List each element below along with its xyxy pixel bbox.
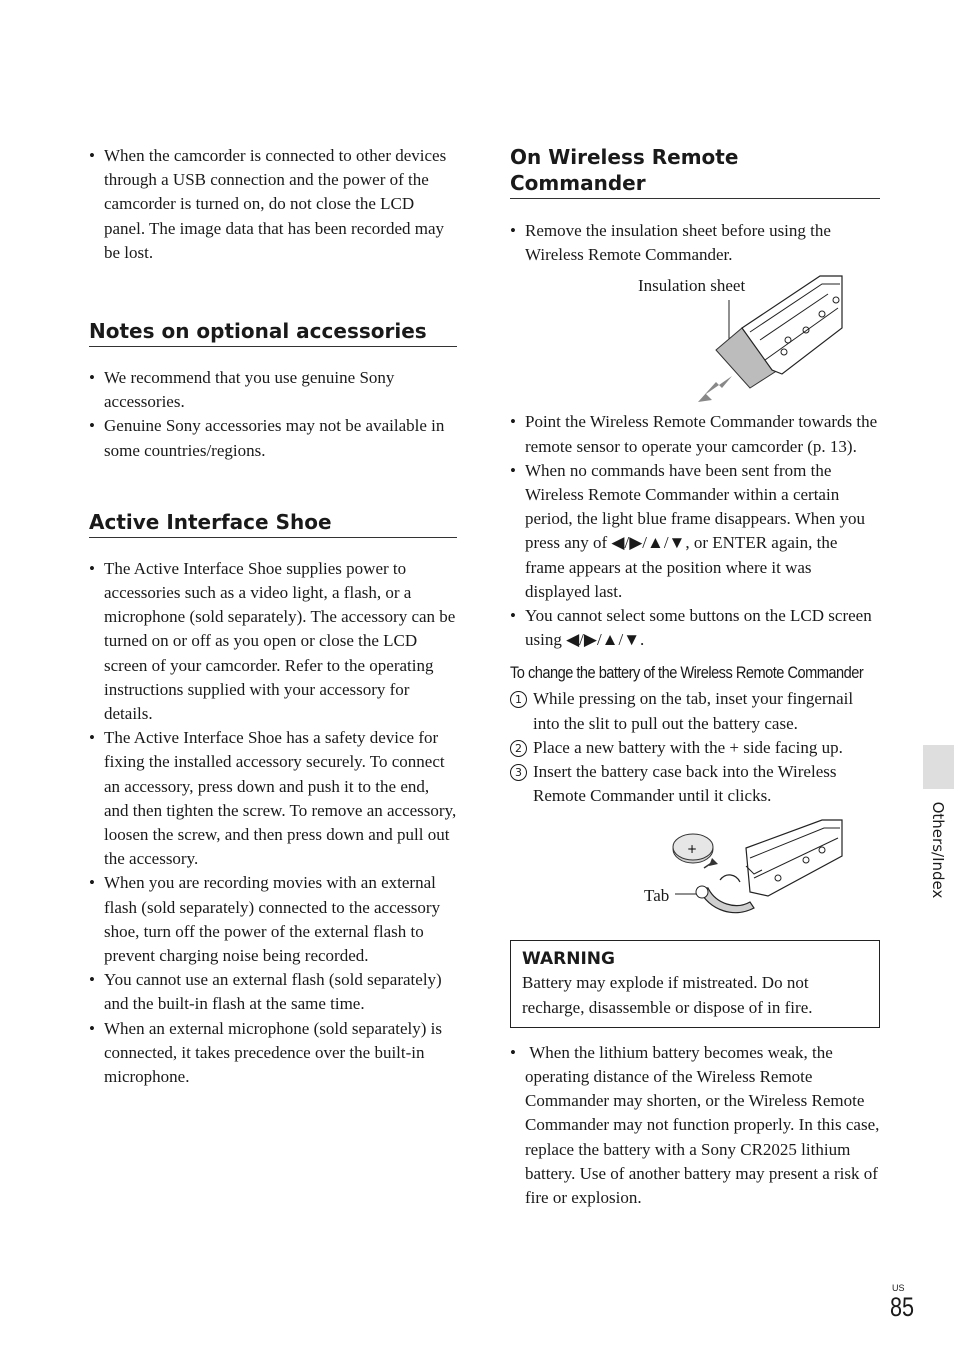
battery-change-subheading: To change the battery of the Wireless Remote Commander [510,663,864,683]
side-tab-marker [923,745,954,789]
section-heading-wireless-remote: On Wireless Remote Commander [510,144,880,199]
warning-title: WARNING [522,949,615,970]
list-item: • We recommend that you use genuine Sony accessories. [89,366,457,414]
page-region-code: US [892,1283,905,1293]
section-heading-active-interface-shoe: Active Interface Shoe [89,509,457,538]
page-number: 85 [890,1292,915,1322]
list-item: • When the lithium battery becomes weak, the operating distance of the Wireless Remote Commander may shorten, or the Wireless Remote Commander may not function properly. In this case, replace the battery with a Sony CR2025 lithium battery. Use of another battery may present a risk of fire or explosion. [510,1041,880,1210]
step-item [510,687,880,735]
intro-list [89,144,457,265]
battery-plus-mark: + [687,842,698,857]
list-item: • When an external microphone (sold separately) is connected, it takes precedence over the built-in microphone. [89,1017,457,1090]
step-text: While pressing on the tab, inset your fingernail into the slit to pull out the battery case. [533,689,854,733]
list-item: • You cannot use an external flash (sold separately) and the built-in flash at the same time. [89,968,457,1016]
side-tab-label: Others/Index [929,801,947,899]
list-item: • Genuine Sony accessories may not be available in some countries/regions. [89,414,457,462]
step-text: Place a new battery with the + side facing up. [533,737,843,757]
warning-body: Battery may explode if mistreated. Do not recharge, disassemble or dispose of in fire. [522,973,813,1017]
remote-with-sheet-illustration [510,270,880,416]
step-number: 1 [510,691,527,708]
step-text: Insert the battery case back into the Wireless Remote Commander until it clicks. [533,762,837,806]
list-item: • Point the Wireless Remote Commander towards the remote sensor to operate your camcorder (p. 13). [510,410,880,458]
section-heading-optional-accessories: Notes on optional accessories [89,318,457,347]
remote-battery-illustration [510,816,880,948]
warning-box [510,940,880,1027]
optional-accessories-list [89,366,457,463]
list-item: • The Active Interface Shoe supplies power to accessories such as a video light, a flash, or a microphone (sold separately). The accessory can be turned on or off as you open or close the LCD screen of your camcorder. Refer to the operating instructions supplied with your accessory for details. [89,557,457,726]
battery-steps [510,687,880,808]
step-item [510,736,880,760]
step-number: 2 [510,740,527,757]
insulation-sheet-label: Insulation sheet [638,276,746,296]
list-item: • When the camcorder is connected to other devices through a USB connection and the power of the camcorder is turned on, do not close the LCD panel. The image data that has been recorded may be lost. [89,144,457,265]
list-item: • Remove the insulation sheet before using the Wireless Remote Commander. [510,219,880,267]
battery-tab-figure [510,816,880,948]
remote-list-a [510,219,880,267]
remote-list-b [510,410,880,652]
list-item: • When no commands have been sent from the Wireless Remote Commander within a certain period, the light blue frame disappears. When you press any of ◀/▶/▲/▼, or ENTER again, the frame appears at the position where it was displayed last. [510,459,880,604]
active-interface-shoe-list [89,557,457,1089]
step-item [510,760,880,808]
insulation-sheet-figure [510,270,880,416]
right-column [510,144,884,1210]
remote-list-c [510,1041,884,1210]
list-item: • When you are recording movies with an external flash (sold separately) connected to the accessory shoe, turn off the power of the external flash to prevent charging noise being recorded. [89,871,457,968]
list-item: • You cannot select some buttons on the LCD screen using ◀/▶/▲/▼. [510,604,880,652]
step-number: 3 [510,764,527,781]
left-column [89,144,457,1089]
tab-label: Tab [644,886,670,906]
list-item: • The Active Interface Shoe has a safety device for fixing the installed accessory securely. To connect an accessory, press down and push it to the end, and then tighten the screw. To remove an accessory, loosen the screw, and then press down and pull out the accessory. [89,726,457,871]
